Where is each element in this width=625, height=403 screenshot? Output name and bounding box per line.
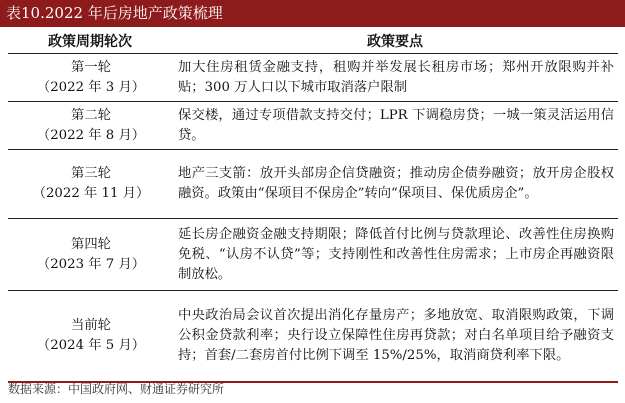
table-row <box>8 291 618 382</box>
policy-table <box>8 29 618 383</box>
policy-cell: 地产三支箭：放开头部房企信贷融资；推动房企债券融资；放开房企股权融资。政策由“保项目不保房企”转向“保项目、保优质房企”。 <box>172 150 618 219</box>
round-name: 第二轮 <box>71 107 111 123</box>
policy-cell: 保交楼，通过专项借款支持交付；LPR 下调稳房贷；一城一策灵活运用信贷。 <box>172 102 618 150</box>
round-cell <box>8 291 172 382</box>
round-cell <box>8 219 172 291</box>
round-name: 第三轮 <box>71 166 111 181</box>
policy-cell: 加大住房租赁金融支持，租购并举发展长租房市场；郑州开放限购并补贴；300 万人口以下城市取消落户限制 <box>172 54 618 102</box>
table-title: 表10.2022 年后房地产政策梳理 <box>0 0 625 27</box>
round-cell <box>8 150 172 219</box>
source-note: 数据来源：中国政府网、财通证券研究所 <box>8 382 225 396</box>
round-cell <box>8 54 172 102</box>
table-header-row <box>8 29 618 54</box>
table-row <box>8 219 618 291</box>
header-policy: 政策要点 <box>172 29 618 54</box>
round-date: （2022 年 8 月） <box>36 127 146 143</box>
round-date: （2024 年 5 月） <box>36 337 146 353</box>
round-name: 第四轮 <box>71 236 111 252</box>
round-date: （2022 年 3 月） <box>36 79 146 95</box>
round-cell <box>8 102 172 150</box>
table-row <box>8 102 618 150</box>
round-date: （2022 年 11 月） <box>32 186 150 201</box>
table-row <box>8 54 618 102</box>
header-round: 政策周期轮次 <box>8 29 172 54</box>
round-name: 当前轮 <box>71 317 111 333</box>
policy-cell: 中央政治局会议首次提出消化存量房产；多地放宽、取消限购政策，下调公积金贷款利率；央行设立保障性住房再贷款；对白名单项目给予融资支持；首套/二套房首付比例下调至 15%/25%，取消商贷利率下限。 <box>172 291 618 382</box>
table-row <box>8 150 618 219</box>
round-name: 第一轮 <box>71 59 111 75</box>
round-date: （2023 年 7 月） <box>36 256 146 272</box>
policy-cell: 延长房企融资金融支持期限；降低首付比例与贷款理论、改善性住房换购免税、“认房不认贷”等；支持刚性和改善性住房需求；上市房企再融资限制放松。 <box>172 219 618 291</box>
